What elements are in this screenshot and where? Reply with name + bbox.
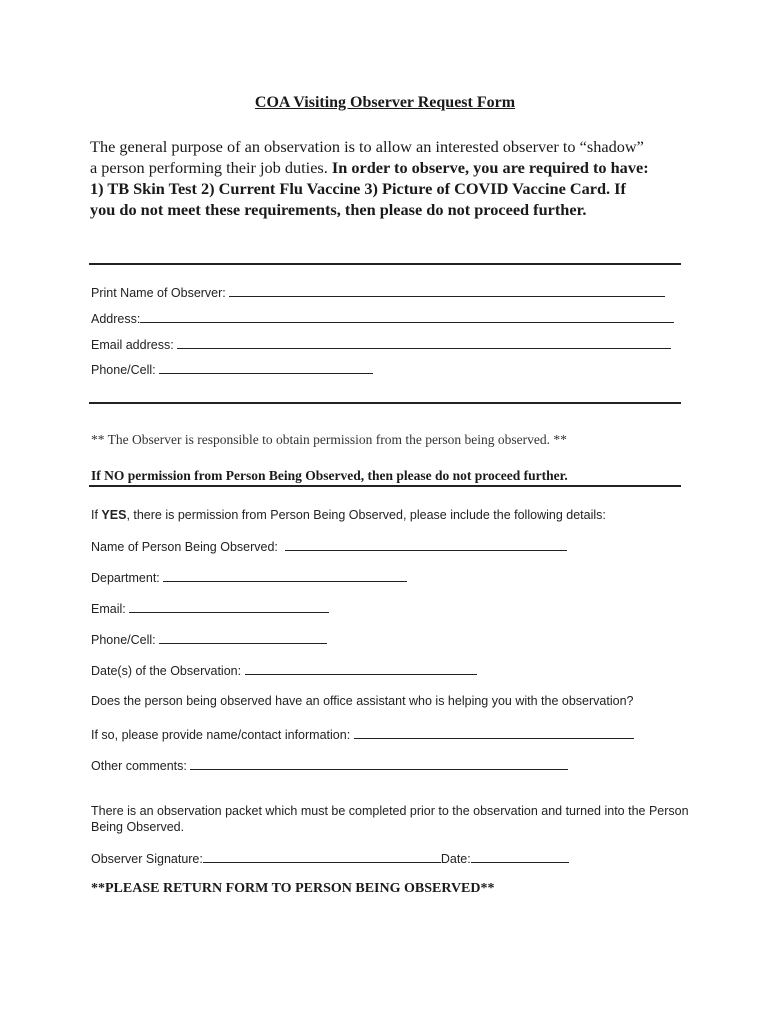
observer-phone-field[interactable]: [159, 361, 373, 374]
person-email-row: [91, 600, 329, 616]
return-instruction: **PLEASE RETURN FORM TO PERSON BEING OBSERVED**: [91, 881, 495, 896]
signature-row: [91, 850, 569, 866]
intro-requirements-text: In order to observe, you are required to have: 1) TB Skin Test 2) Current Flu Vaccine 3) Picture of COVID Vaccine Card. If you do not meet these requirements, then please do not proceed further.: [90, 158, 649, 219]
intro-paragraph: [90, 136, 650, 220]
yes-intro-yes: YES: [101, 508, 127, 522]
comments-label: Other comments:: [91, 759, 187, 773]
observer-address-field[interactable]: [140, 310, 674, 323]
observer-name-label: Print Name of Observer:: [91, 286, 226, 300]
assistant-contact-row: [91, 726, 634, 742]
comments-field[interactable]: [190, 757, 568, 770]
section-divider-lower: [89, 485, 681, 487]
packet-note: There is an observation packet which must be completed prior to the observation and turned into the Person Being Observed.: [91, 804, 689, 834]
signature-date-label: Date:: [440, 852, 471, 866]
observer-phone-row: [91, 361, 373, 377]
observer-address-row: [91, 310, 674, 326]
observation-dates-field[interactable]: [245, 662, 477, 675]
department-field[interactable]: [163, 569, 407, 582]
observer-name-field[interactable]: [229, 284, 665, 297]
person-name-label: Name of Person Being Observed:: [91, 540, 278, 554]
person-email-label: Email:: [91, 602, 126, 616]
yes-permission-intro: [91, 508, 606, 522]
observer-email-field[interactable]: [177, 336, 671, 349]
observer-phone-label: Phone/Cell:: [91, 363, 156, 377]
observation-dates-label: Date(s) of the Observation:: [91, 664, 242, 678]
department-row: [91, 569, 407, 585]
yes-intro-prefix: If: [91, 508, 102, 522]
department-label: Department:: [91, 571, 160, 585]
person-phone-row: [91, 631, 327, 647]
person-name-field[interactable]: [285, 538, 567, 551]
observer-address-label: Address:: [91, 312, 141, 326]
person-phone-label: Phone/Cell:: [91, 633, 156, 647]
observer-name-row: [91, 284, 665, 300]
form-title: COA Visiting Observer Request Form: [254, 94, 516, 111]
permission-note: ** The Observer is responsible to obtain permission from the person being observed. **: [91, 432, 567, 447]
assistant-contact-label: If so, please provide name/contact information:: [91, 728, 351, 742]
section-divider-top: [89, 263, 681, 265]
signature-field[interactable]: [203, 850, 441, 863]
signature-date-field[interactable]: [471, 850, 569, 863]
assistant-question: Does the person being observed have an office assistant who is helping you with the observation?: [91, 694, 634, 708]
yes-intro-suffix: , there is permission from Person Being Observed, please include the following details:: [126, 508, 606, 522]
signature-label: Observer Signature:: [91, 852, 203, 866]
observation-dates-row: [91, 662, 477, 678]
intro-plain-text: The general purpose of an observation is to allow an interested observer to “shadow” a person performing their job duties.: [90, 137, 644, 177]
person-name-row: [91, 538, 567, 554]
comments-row: [91, 757, 568, 773]
person-phone-field[interactable]: [159, 631, 327, 644]
assistant-contact-field[interactable]: [354, 726, 634, 739]
person-email-field[interactable]: [129, 600, 329, 613]
observer-email-label: Email address:: [91, 338, 174, 352]
section-divider-middle: [89, 402, 681, 404]
no-permission-warning: If NO permission from Person Being Observed, then please do not proceed further.: [91, 468, 568, 483]
observer-email-row: [91, 336, 671, 352]
